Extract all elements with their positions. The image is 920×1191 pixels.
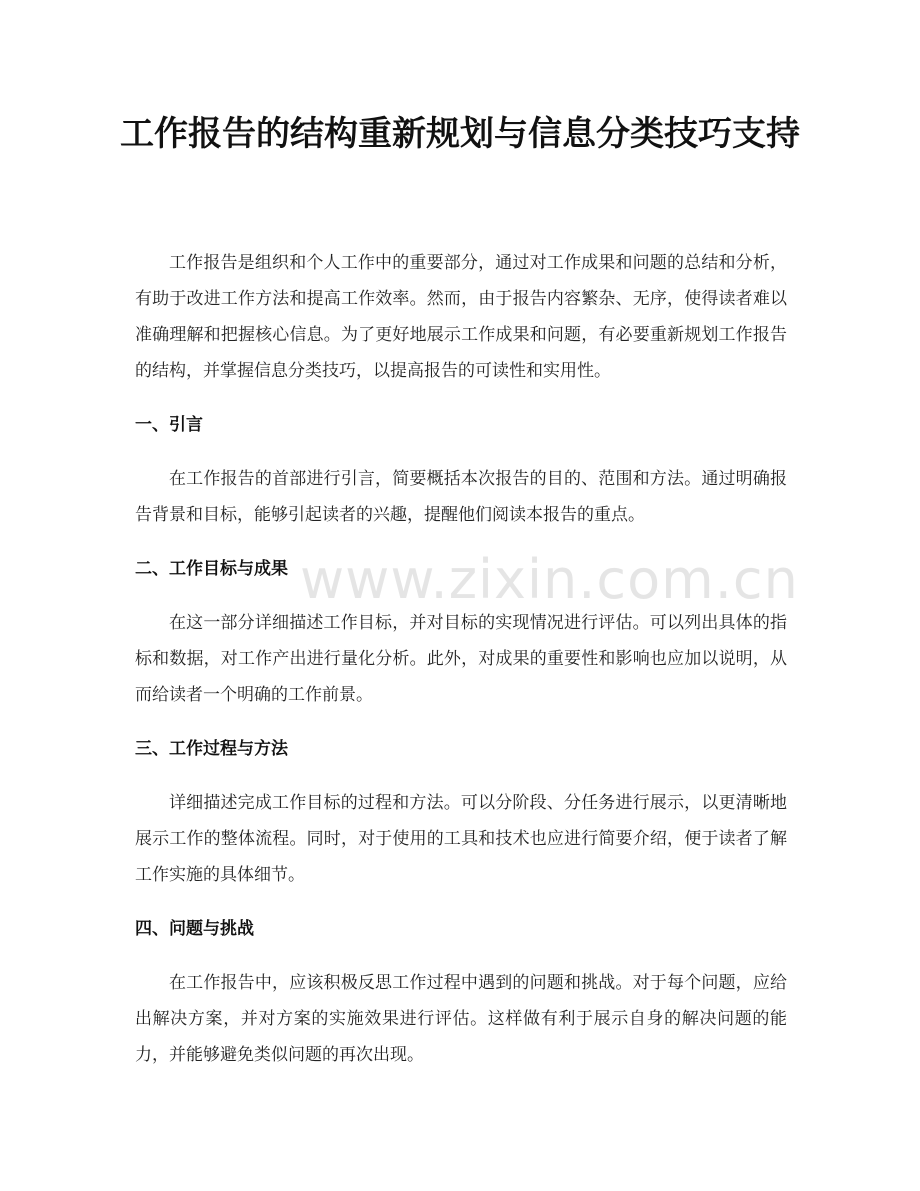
section-heading-process-methods: 三、工作过程与方法	[135, 739, 288, 759]
section-heading-introduction: 一、引言	[135, 415, 203, 435]
section-body-problems-challenges: 在工作报告中，应该积极反思工作过程中遇到的问题和挑战。对于每个问题，应给出解决方案，并对方案的实施效果进行评估。这样做有利于展示自身的解决问题的能力，并能够避免类似问题的再次出现。	[135, 973, 787, 1065]
section-heading-problems-challenges: 四、问题与挑战	[135, 919, 254, 939]
section-heading-goals-results: 二、工作目标与成果	[135, 559, 288, 579]
watermark: www.zixin.com.cn	[300, 548, 799, 611]
section-body-introduction: 在工作报告的首部进行引言，简要概括本次报告的目的、范围和方法。通过明确报告背景和目标，能够引起读者的兴趣，提醒他们阅读本报告的重点。	[135, 469, 787, 525]
document-title: 工作报告的结构重新规划与信息分类技巧支持	[120, 114, 800, 154]
section-body-goals-results: 在这一部分详细描述工作目标，并对目标的实现情况进行评估。可以列出具体的指标和数据，对工作产出进行量化分析。此外，对成果的重要性和影响也应加以说明，从而给读者一个明确的工作前景。	[135, 613, 787, 705]
intro-paragraph: 工作报告是组织和个人工作中的重要部分，通过对工作成果和问题的总结和分析，有助于改进工作方法和提高工作效率。然而，由于报告内容繁杂、无序，使得读者难以准确理解和把握核心信息。为了更好地展示工作成果和问题，有必要重新规划工作报告的结构，并掌握信息分类技巧，以提高报告的可读性和实用性。	[135, 253, 787, 381]
section-body-process-methods: 详细描述完成工作目标的过程和方法。可以分阶段、分任务进行展示，以更清晰地展示工作的整体流程。同时，对于使用的工具和技术也应进行简要介绍，便于读者了解工作实施的具体细节。	[135, 793, 787, 885]
document-body	[135, 245, 787, 1073]
